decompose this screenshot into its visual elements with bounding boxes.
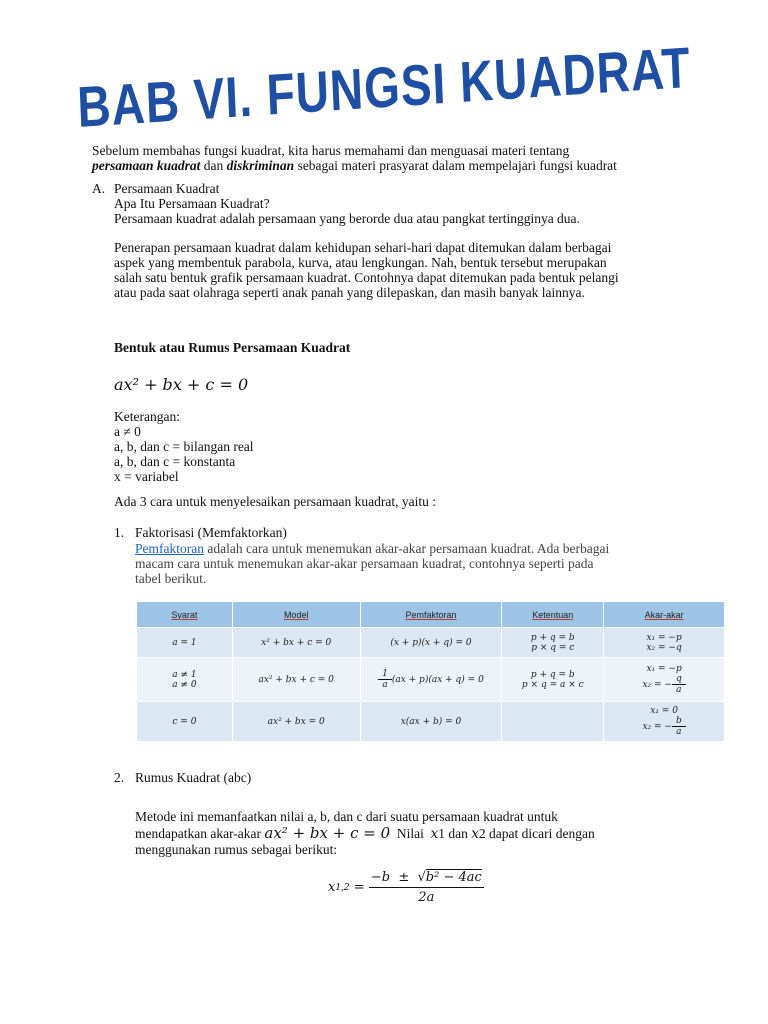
- method-2-marker: 2.: [114, 770, 125, 785]
- quadratic-formula: [328, 870, 484, 905]
- pemfaktoran-link[interactable]: Pemfaktoran: [135, 541, 204, 556]
- section-a-heading: Persamaan Kuadrat: [114, 181, 220, 196]
- formula-equals: =: [349, 880, 369, 895]
- ketentuan-line: p + q = b: [530, 669, 575, 680]
- quadratic-equation: ax² + bx + c = 0: [114, 375, 249, 394]
- cell-pemfaktoran: [360, 658, 502, 702]
- note-item: x = variabel: [114, 469, 179, 484]
- method-1-line-1-rest: adalah cara untuk menemukan akar-akar persamaan kuadrat. Ada berbagai: [203, 541, 610, 556]
- table-row: [137, 702, 725, 742]
- method-2-line-2: [135, 826, 735, 842]
- cell-akar: [604, 628, 725, 658]
- formula-lhs: x: [328, 880, 336, 895]
- var-x2-index: 2: [478, 826, 486, 841]
- page-title: BAB VI. FUNGSI KUADRAT: [76, 34, 692, 140]
- fraction-numerator: 1: [378, 669, 392, 680]
- notes-block: [114, 409, 514, 484]
- akar-line: [606, 674, 722, 695]
- cell-model: ax² + bx = 0: [232, 702, 360, 742]
- radicand: b² − 4ac: [425, 870, 482, 885]
- cell-syarat: c = 0: [137, 702, 233, 742]
- cell-pemfaktoran: (x + p)(x + q) = 0: [360, 628, 502, 658]
- term-diskriminan: diskriminan: [226, 158, 295, 173]
- akar-line: x₁ = 0: [650, 706, 678, 716]
- method-2-line-3: menggunakan rumus sebagai berikut:: [135, 842, 338, 857]
- method-2-text: dan: [445, 826, 472, 841]
- cell-model: ax² + bx + c = 0: [232, 658, 360, 702]
- application-line-2: aspek yang membentuk parabola, kurva, atau lengkungan. Nah, bentuk tersebut merupakan: [114, 255, 607, 270]
- fraction: [378, 669, 392, 690]
- header-ketentuan: Ketentuan: [502, 602, 604, 628]
- table-row: [137, 628, 725, 658]
- form-heading: Bentuk atau Rumus Persamaan Kuadrat: [114, 340, 351, 355]
- application-line-4: atau pada saat olahraga seperti anak panah yang dilepaskan, dan masih banyak lainnya.: [114, 285, 585, 300]
- application-line-3: salah satu bentuk grafik persamaan kuadrat. Contohnya dapat ditemukan pada bentuk pelangi: [114, 270, 619, 285]
- method-1-line-2: macam cara untuk menemukan akar-akar persamaan kuadrat, contohnya seperti pada: [135, 556, 594, 571]
- method-2-text: dapat dicari dengan: [485, 826, 595, 841]
- cell-ketentuan: [502, 702, 604, 742]
- akar-line: x₁ = −p: [646, 664, 682, 674]
- application-line-1: Penerapan persamaan kuadrat dalam kehidupan sehari-hari dapat ditemukan dalam berbagai: [114, 240, 612, 255]
- method-1-heading: Faktorisasi (Memfaktorkan): [135, 525, 287, 540]
- header-pemfaktoran: Pemfaktoran: [360, 602, 502, 628]
- inline-equation: ax² + bx + c = 0: [264, 824, 391, 842]
- akar-line: [606, 716, 722, 737]
- cell-akar: [604, 702, 725, 742]
- cell-pemfaktoran: x(ax + b) = 0: [360, 702, 502, 742]
- section-a-question: Apa Itu Persamaan Kuadrat?: [114, 196, 270, 211]
- akar-line: x₁ = −p: [646, 632, 682, 643]
- factoring-table: [136, 601, 725, 742]
- table-header-row: [137, 602, 725, 628]
- intro-line-1: Sebelum membahas fungsi kuadrat, kita harus memahami dan menguasai materi tentang: [92, 143, 570, 158]
- akar-line: x₂ = −q: [646, 642, 682, 653]
- fraction: [672, 674, 686, 695]
- method-2-heading: Rumus Kuadrat (abc): [135, 770, 252, 785]
- intro-conj: dan: [200, 158, 227, 173]
- ketentuan-line: p × q = a × c: [521, 679, 584, 690]
- header-model: Model: [232, 602, 360, 628]
- sqrt-sign: √: [417, 870, 426, 885]
- note-item: a ≠ 0: [114, 424, 141, 439]
- formula-num-a: −b ±: [370, 870, 418, 885]
- term-persamaan-kuadrat: persamaan kuadrat: [92, 158, 201, 173]
- cell-model: x² + bx + c = 0: [232, 628, 360, 658]
- syarat-line: a ≠ 0: [172, 679, 197, 690]
- method-2-text: Nilai: [390, 826, 431, 841]
- cell-akar: [604, 658, 725, 702]
- formula-fraction: [369, 870, 484, 905]
- pemfaktoran-expression: (ax + p)(ax + q) = 0: [391, 675, 484, 685]
- note-item: a, b, dan c = bilangan real: [114, 439, 254, 454]
- cell-ketentuan: [502, 628, 604, 658]
- var-x2: x: [471, 826, 479, 842]
- intro-line-2-rest: sebagai materi prasyarat dalam mempelajari fungsi kuadrat: [294, 158, 617, 173]
- header-akar-akar: Akar-akar: [604, 602, 725, 628]
- section-a-definition: Persamaan kuadrat adalah persamaan yang berorde dua atau pangkat tertingginya dua.: [114, 211, 580, 226]
- var-x1: x: [430, 826, 439, 842]
- method-1-line-3: tabel berikut.: [135, 571, 207, 586]
- notes-label: Keterangan:: [114, 409, 180, 424]
- ketentuan-line: p + q = b: [530, 632, 575, 643]
- var-x1-index: 1: [438, 826, 446, 841]
- cell-syarat: a = 1: [137, 628, 233, 658]
- formula-denominator: 2a: [418, 890, 435, 905]
- formula-subscript: 1,2: [335, 882, 350, 893]
- ways-text: Ada 3 cara untuk menyelesaikan persamaan kuadrat, yaitu :: [114, 494, 436, 509]
- ketentuan-line: p × q = c: [531, 642, 575, 653]
- fraction-numerator: q: [672, 674, 686, 685]
- table-row: [137, 658, 725, 702]
- method-1-body: [135, 541, 735, 586]
- akar-lhs: x₂ = −: [642, 722, 672, 732]
- note-item: a, b, dan c = konstanta: [114, 454, 236, 469]
- fraction-denominator: a: [676, 727, 682, 737]
- fraction: [672, 716, 686, 737]
- section-a-marker: A.: [92, 181, 106, 196]
- method-2-line-1: Metode ini memanfaatkan nilai a, b, dan c dari suatu persamaan kuadrat untuk: [135, 809, 558, 824]
- fraction-numerator: b: [672, 716, 686, 727]
- method-2-body: [135, 809, 735, 857]
- cell-syarat: [137, 658, 233, 702]
- akar-lhs: x₂ = −: [642, 680, 672, 690]
- fraction-denominator: a: [382, 680, 388, 690]
- header-syarat: Syarat: [137, 602, 233, 628]
- fraction-denominator: a: [676, 685, 682, 695]
- intro-paragraph: [92, 143, 732, 173]
- intro-line-2: [92, 158, 732, 173]
- syarat-line: a ≠ 1: [172, 669, 197, 680]
- method-2-text: mendapatkan akar-akar: [135, 826, 265, 841]
- formula-numerator: [369, 870, 484, 888]
- method-1-line-1: [135, 541, 735, 556]
- cell-ketentuan: [502, 658, 604, 702]
- method-1-marker: 1.: [114, 525, 125, 540]
- section-a-body: [114, 181, 734, 300]
